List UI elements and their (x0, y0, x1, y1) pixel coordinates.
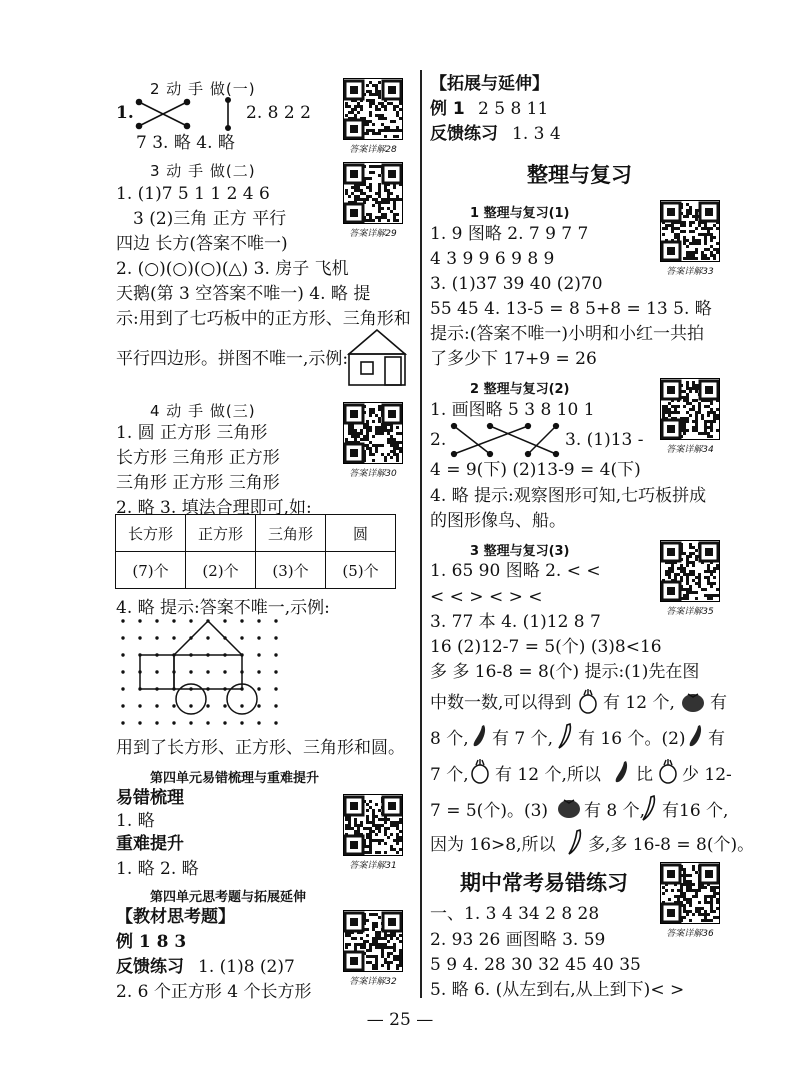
qr-code-29[interactable]: 答案详解29 (343, 162, 403, 240)
answer-line: 有 7 个, (492, 729, 554, 749)
section-title-unit4-thinking: 第四单元思考题与拓展延伸 (150, 890, 307, 905)
section-title-dongshouzuo-1: 2 动 手 做(一) (150, 80, 256, 98)
qr-code-32[interactable]: 答案详解32 (343, 910, 403, 988)
qr-code-icon (660, 540, 720, 602)
qr-code-icon (343, 910, 403, 972)
answer-line: 55 45 4. 13-5 = 8 5+8 = 13 5. 略 (430, 299, 712, 319)
answer-line: 了多少下 17+9 = 26 (430, 349, 597, 369)
section-title-review-1: 1 整理与复习(1) (470, 206, 570, 221)
answer-line: 2. 8 2 2 (246, 103, 311, 123)
answer-line: 1. 画图略 5 3 8 10 1 (430, 400, 595, 420)
answer-line: 多,多 16-8 = 8(个)。 (588, 835, 755, 855)
answer-line: 用到了长方形、正方形、三角形和圆。 (116, 738, 405, 758)
section-title-unit4-errors: 第四单元易错梳理与重难提升 (150, 771, 320, 786)
answer-line: 1. 圆 正方形 三角形 (116, 423, 268, 443)
qr-code-34[interactable]: 答案详解34 (660, 378, 720, 456)
answer-line: 1. 略 (116, 811, 155, 831)
answer-line: 提示:(答案不唯一)小明和小红一共拍 (430, 324, 704, 344)
pepper-icon (640, 794, 660, 822)
qr-code-icon (660, 378, 720, 440)
answer-line: 7 个, (430, 765, 469, 785)
answer-line: 长方形 三角形 正方形 (116, 448, 280, 468)
answer-line: 2 5 8 11 (478, 99, 549, 119)
qr-code-icon (660, 200, 720, 262)
answer-line: 少 12- (682, 765, 732, 785)
qr-code-icon (343, 794, 403, 856)
radish-icon (468, 758, 492, 786)
answer-line: 2. (430, 430, 447, 450)
answer-line: 1. (1)7 5 1 1 2 4 6 (116, 184, 270, 204)
qr-code-icon (343, 162, 403, 224)
house-tangram-icon (347, 328, 407, 388)
pepper-icon (556, 722, 576, 750)
answer-line: 四边 长方(答案不唯一) (116, 234, 288, 254)
answer-line: 8 个, (430, 729, 469, 749)
table-header-cell: 圆 (326, 515, 396, 552)
answer-line: 4. 略 提示:观察图形可知,七巧板拼成 (430, 486, 707, 506)
answer-line: 1. (1)8 (2)7 (198, 957, 295, 977)
qr-code-icon (343, 402, 403, 464)
eggplant-icon (686, 722, 706, 750)
answer-line: 有16 个, (662, 801, 729, 821)
eggplant-icon (612, 758, 632, 786)
answer-line: 有 8 个, (584, 801, 646, 821)
subheading: 重难提升 (116, 834, 184, 854)
subheading: 易错梳理 (116, 788, 184, 808)
answer-line: 3 (2)三角 正方 平行 (133, 209, 287, 229)
answer-line: 示:用到了七巧板中的正方形、三角形和 (116, 309, 411, 329)
qr-code-28[interactable]: 答案详解28 (343, 78, 403, 156)
matching-lines-diagram (135, 96, 235, 132)
section-title-dongshouzuo-2: 3 动 手 做(二) (150, 162, 256, 180)
answer-line: 1. 略 2. 略 (116, 859, 199, 879)
answer-line: 2. 略 3. 填法合理即可,如: (116, 498, 312, 518)
table-row (116, 515, 396, 552)
answer-line: 3. (1)13 - (565, 430, 644, 450)
answer-line: 多 多 16-8 = 8(个) 提示:(1)先在图 (430, 662, 700, 682)
answer-line: 7 3. 略 4. 略 (136, 133, 235, 153)
answer-line: 7 = 5(个)。(3) (430, 801, 549, 821)
qr-code-31[interactable]: 答案详解31 (343, 794, 403, 872)
answer-line: 平行四边形。拼图不唯一,示例: (116, 349, 349, 369)
answer-line: 比 (636, 765, 653, 785)
eggplant-icon (470, 722, 490, 750)
answer-line: 4 = 9(下) (2)13-9 = 4(下) (430, 460, 641, 480)
qr-code-35[interactable]: 答案详解35 (660, 540, 720, 618)
page-number: — 25 — (366, 1010, 434, 1030)
answer-line: 3. (1)37 39 40 (2)70 (430, 274, 603, 294)
answer-line: 例 1 8 3 (116, 932, 187, 952)
answer-line: 1. 65 90 图略 2. < < (430, 561, 601, 581)
answer-line: 有 (708, 729, 725, 749)
matching-lines-diagram (450, 420, 560, 460)
dot-grid-shape-diagram (110, 616, 280, 728)
pepper-icon (566, 828, 586, 856)
subheading: 【拓展与延伸】 (430, 74, 549, 94)
answer-line: 1. 3 4 (512, 124, 561, 144)
table-cell: (7)个 (116, 552, 186, 589)
table-header-cell: 正方形 (186, 515, 256, 552)
shape-count-table (115, 514, 396, 589)
answer-line: 2. 6 个正方形 4 个长方形 (116, 982, 312, 1002)
qr-code-36[interactable]: 答案详解36 (660, 862, 720, 940)
answer-line: 5 9 4. 28 30 32 45 40 35 (430, 955, 641, 975)
table-cell: (5)个 (326, 552, 396, 589)
subheading: 反馈练习 (116, 957, 184, 977)
answer-line: 4 3 9 9 6 9 8 9 (430, 249, 555, 269)
answer-line: 的图形像鸟、船。 (430, 511, 566, 531)
answer-line: 例 1 (430, 99, 465, 119)
answer-line: 三角形 正方形 三角形 (116, 473, 280, 493)
answer-line: 1. (116, 103, 134, 123)
answer-line: 5. 略 6. (从左到右,从上到下)< > (430, 980, 685, 1000)
answer-line: 有 (710, 693, 727, 713)
tomato-icon (556, 794, 582, 820)
answer-line: 1. 9 图略 2. 7 9 7 7 (430, 224, 589, 244)
answer-line: 2. 93 26 画图略 3. 59 (430, 930, 606, 950)
table-header-cell: 三角形 (256, 515, 326, 552)
qr-code-icon (660, 862, 720, 924)
answer-line: 有 16 个。(2) (578, 729, 686, 749)
column-divider (420, 70, 422, 998)
tomato-icon (680, 688, 706, 714)
qr-code-icon (343, 78, 403, 140)
table-row (116, 552, 396, 589)
answer-line: 因为 16>8,所以 (430, 835, 556, 855)
table-cell: (3)个 (256, 552, 326, 589)
section-title-dongshouzuo-3: 4 动 手 做(三) (150, 402, 256, 420)
radish-icon (576, 688, 600, 716)
answer-line: 中数一数,可以得到 (430, 693, 572, 713)
subheading: 反馈练习 (430, 124, 498, 144)
answer-line: 有 12 个,所以 (495, 765, 601, 785)
answer-line: 3. 77 本 4. (1)12 8 7 (430, 612, 601, 632)
qr-code-33[interactable]: 答案详解33 (660, 200, 720, 278)
table-header-cell: 长方形 (116, 515, 186, 552)
answer-line: 4. 略 提示:答案不唯一,示例: (116, 598, 330, 618)
answer-line: 2. (○)(○)(○)(△) 3. 房子 飞机 (116, 259, 349, 279)
main-title-midterm: 期中常考易错练习 (460, 871, 628, 895)
answer-line: 天鹅(第 3 空答案不唯一) 4. 略 提 (116, 284, 371, 304)
table-cell: (2)个 (186, 552, 256, 589)
section-title-review-2: 2 整理与复习(2) (470, 382, 570, 397)
answer-line: 一、1. 3 4 34 2 8 28 (430, 904, 600, 924)
main-title-review: 整理与复习 (527, 163, 632, 187)
subheading: 【教材思考题】 (116, 907, 235, 927)
answer-line: < < > < > < (430, 587, 543, 607)
answer-line: 有 12 个, (603, 693, 675, 713)
section-title-review-3: 3 整理与复习(3) (470, 544, 570, 559)
radish-icon (656, 758, 680, 786)
qr-code-30[interactable]: 答案详解30 (343, 402, 403, 480)
answer-line: 16 (2)12-7 = 5(个) (3)8<16 (430, 637, 662, 657)
